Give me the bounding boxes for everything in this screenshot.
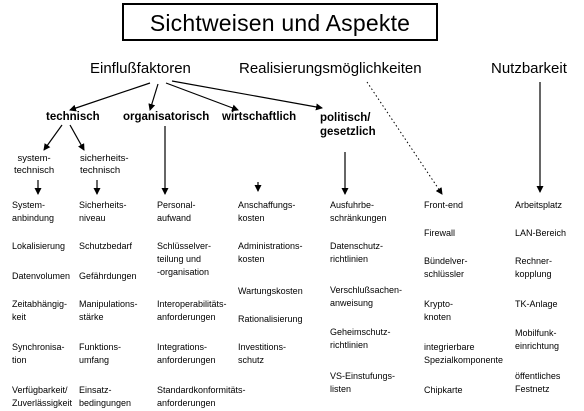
system-item-3-line-1: keit [12, 312, 27, 322]
politik-item-4 [330, 370, 395, 396]
politik-item-4-line-1: listen [330, 384, 352, 394]
system-item-2-line-0: Datenvolumen [12, 271, 71, 281]
organisation-item-0-line-0: Personal- [157, 200, 196, 210]
system-item-5-line-1: Zuverlässigkeit [12, 398, 73, 408]
system-item-4 [12, 341, 65, 367]
sicherheit-item-3-line-0: Manipulations- [79, 299, 138, 309]
realisierung-item-2-line-1: schlüssler [424, 269, 465, 279]
sicherheit-item-1-line-0: Schutzbedarf [79, 241, 133, 251]
organisation-item-4 [157, 384, 246, 410]
sicherheit-item-2 [79, 270, 137, 283]
sicherheit-item-5-line-0: Einsatz- [79, 385, 112, 395]
wirtschaft-item-4-line-1: schutz [238, 355, 265, 365]
organisation-item-3-line-1: anforderungen [157, 355, 216, 365]
nutzbarkeit-item-3 [515, 298, 558, 311]
nutzbarkeit-item-0 [515, 199, 562, 212]
organisation-item-2 [157, 298, 227, 324]
organisation-item-4-line-1: anforderungen [157, 398, 216, 408]
politik-item-1 [330, 240, 383, 266]
system-item-2 [12, 270, 70, 283]
realisierung-item-0-line-0: Front-end [424, 200, 464, 210]
subcategory-sicherheitstechnisch [80, 153, 129, 177]
category-politisch-line2: gesetzlich [320, 126, 376, 138]
politik-item-0 [330, 199, 387, 225]
politik-item-1-line-0: Datenschutz- [330, 241, 384, 251]
system-item-0-line-0: System- [12, 200, 46, 210]
organisation-item-0-line-1: aufwand [157, 213, 192, 223]
politik-item-0-line-0: Ausfuhrbe- [330, 200, 375, 210]
nutzbarkeit-item-2-line-1: kopplung [515, 269, 552, 279]
system-item-3-line-0: Zeitabhängig- [12, 299, 68, 309]
nutzbarkeit-item-5-line-0: öffentliches [515, 371, 561, 381]
realisierung-item-5-line-0: Chipkarte [424, 385, 463, 395]
system-item-0-line-1: anbindung [12, 213, 55, 223]
dotted-arrow-realisierung [367, 82, 442, 194]
organisation-item-2-line-1: anforderungen [157, 312, 216, 322]
diagram-title: Sichtweisen und Aspekte [149, 10, 411, 36]
realisierung-item-3-line-1: knoten [424, 312, 452, 322]
politik-item-2-line-1: anweisung [330, 298, 374, 308]
politik-item-3-line-1: richtlinien [330, 340, 369, 350]
subcategory-sicherheitstechnisch-line2: technisch [80, 165, 121, 176]
sicherheit-item-5-line-1: bedingungen [79, 398, 132, 408]
wirtschaft-item-1 [238, 240, 303, 266]
arrow-to-systemtechnisch [44, 125, 62, 150]
realisierung-item-1-line-0: Firewall [424, 228, 456, 238]
system-item-1 [12, 240, 65, 253]
system-item-5-line-0: Verfügbarkeit/ [12, 385, 68, 395]
wirtschaft-item-1-line-0: Administrations- [238, 241, 303, 251]
politik-item-4-line-0: VS-Einstufungs- [330, 371, 396, 381]
title-box [122, 3, 438, 41]
nutzbarkeit-item-1 [515, 227, 566, 240]
arrow-to-politisch [172, 81, 322, 108]
wirtschaft-item-1-line-1: kosten [238, 254, 265, 264]
nutzbarkeit-item-4-line-0: Mobilfunk- [515, 328, 557, 338]
organisation-item-1-line-1: teilung und [157, 254, 202, 264]
category-organisatorisch: organisatorisch [123, 111, 210, 123]
realisierung-item-4 [424, 341, 503, 367]
nutzbarkeit-item-0-line-0: Arbeitsplatz [515, 200, 563, 210]
header-einflussfaktoren: Einflußfaktoren [90, 60, 191, 77]
politik-item-1-line-1: richtlinien [330, 254, 369, 264]
realisierung-item-1 [424, 227, 455, 240]
arrow-to-organisatorisch [150, 84, 158, 110]
sicherheit-item-0 [79, 199, 127, 225]
wirtschaft-item-0-line-1: kosten [238, 213, 265, 223]
system-item-3 [12, 298, 67, 324]
realisierung-item-2 [424, 255, 468, 281]
subcategory-systemtechnisch [14, 153, 54, 177]
organisation-item-3-line-0: Integrations- [157, 342, 208, 352]
politik-item-0-line-1: schränkungen [330, 213, 387, 223]
sicherheit-item-3 [79, 298, 138, 324]
organisation-item-3 [157, 341, 216, 367]
nutzbarkeit-item-2-line-0: Rechner- [515, 256, 553, 266]
header-nutzbarkeit: Nutzbarkeit [491, 60, 567, 77]
nutzbarkeit-item-4 [515, 327, 559, 353]
sicherheit-item-5 [79, 384, 131, 410]
subcategory-systemtechnisch-line2: technisch [14, 165, 55, 176]
wirtschaft-item-0-line-0: Anschaffungs- [238, 200, 296, 210]
organisation-item-1-line-0: Schlüsselver- [157, 241, 212, 251]
realisierung-item-3-line-0: Krypto- [424, 299, 454, 309]
organisation-item-2-line-0: Interoperabilitäts- [157, 299, 227, 309]
wirtschaft-item-4-line-0: Investitions- [238, 342, 287, 352]
sicherheit-item-4-line-0: Funktions- [79, 342, 122, 352]
nutzbarkeit-item-1-line-0: LAN-Bereich [515, 228, 567, 238]
wirtschaft-item-0 [238, 199, 295, 225]
subcategory-sicherheitstechnisch-line1: sicherheits- [80, 153, 129, 164]
nutzbarkeit-item-5-line-1: Festnetz [515, 384, 550, 394]
realisierung-item-2-line-0: Bündelver- [424, 256, 468, 266]
politik-item-3-line-0: Geheimschutz- [330, 327, 391, 337]
nutzbarkeit-item-5 [515, 370, 560, 396]
arrow-to-sicherheitstechnisch [70, 125, 84, 150]
sicherheit-item-1 [79, 240, 132, 253]
organisation-item-1 [157, 240, 211, 279]
sicherheit-item-2-line-0: Gefährdungen [79, 271, 137, 281]
realisierung-item-5 [424, 384, 463, 397]
organisation-item-0 [157, 199, 196, 225]
wirtschaft-item-3-line-0: Rationalisierung [238, 314, 303, 324]
system-item-4-line-1: tion [12, 355, 27, 365]
sicherheit-item-4-line-1: umfang [79, 355, 110, 365]
sicherheit-item-3-line-1: stärke [79, 312, 104, 322]
wirtschaft-item-2-line-0: Wartungskosten [238, 286, 303, 296]
system-item-4-line-0: Synchronisa- [12, 342, 65, 352]
category-technisch: technisch [46, 111, 100, 123]
sicherheit-item-4 [79, 341, 121, 367]
category-politisch-line1: politisch/ [320, 112, 371, 124]
wirtschaft-item-2 [238, 285, 303, 298]
realisierung-item-4-line-0: integrierbare [424, 342, 475, 352]
organisation-item-4-line-0: Standardkonformitäts- [157, 385, 246, 395]
header-realisierungsmoeglichkeiten: Realisierungsmöglichkeiten [239, 60, 422, 77]
arrow-to-wirtschaftlich [166, 83, 238, 110]
realisierung-item-3 [424, 298, 453, 324]
sicherheit-item-0-line-0: Sicherheits- [79, 200, 127, 210]
nutzbarkeit-item-2 [515, 255, 552, 281]
system-item-5 [12, 384, 72, 410]
realisierung-item-4-line-1: Spezialkomponente [424, 355, 504, 365]
politik-item-2-line-0: Verschlußsachen- [330, 285, 403, 295]
system-item-0 [12, 199, 54, 225]
category-wirtschaftlich: wirtschaftlich [222, 111, 297, 123]
sicherheit-item-0-line-1: niveau [79, 213, 106, 223]
system-item-1-line-0: Lokalisierung [12, 241, 66, 251]
nutzbarkeit-item-4-line-1: einrichtung [515, 341, 560, 351]
realisierung-item-0 [424, 199, 463, 212]
wirtschaft-item-3 [238, 313, 303, 326]
category-politisch-gesetzlich [320, 111, 376, 139]
politik-item-3 [330, 326, 391, 352]
organisation-item-1-line-2: -organisation [157, 267, 210, 277]
nutzbarkeit-item-3-line-0: TK-Anlage [515, 299, 558, 309]
wirtschaft-item-4 [238, 341, 286, 367]
subcategory-systemtechnisch-line1: system- [17, 153, 51, 164]
politik-item-2 [330, 284, 402, 310]
arrow-to-technisch [70, 83, 150, 110]
